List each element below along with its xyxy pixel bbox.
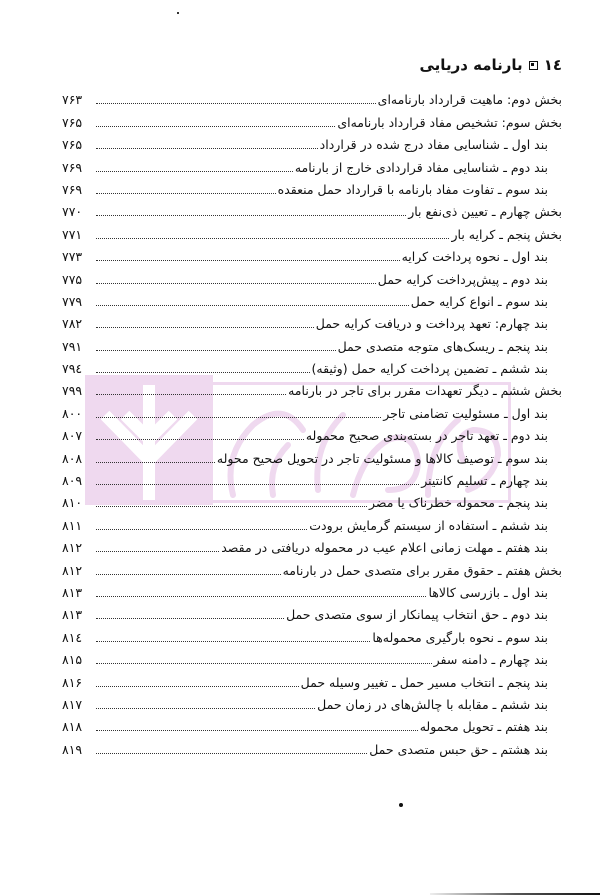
toc-entry-title: بند پنجم ـ محموله خطرناک یا مضر [369,495,548,511]
toc-entry-title: بخش هفتم ـ حقوق مقرر برای متصدی حمل در بارنامه [282,562,562,578]
dot-leader [96,438,304,440]
toc-subsection-row[interactable] [62,534,562,556]
dot-leader [96,147,318,149]
toc-entry-title: بند هفتم ـ مهلت زمانی اعلام عیب در محموله دریافتی در مقصد [221,540,548,556]
toc-subsection-row[interactable] [62,399,562,421]
toc-section-row[interactable] [62,377,562,399]
dot-leader [96,617,284,619]
toc-entry-title: بند سوم ـ توصیف کالاها و مسئولیت تاجر در تحویل صحیح محوله [216,450,548,466]
toc-section-row[interactable] [62,108,562,130]
toc-entry-page-number: ۷۸۲ [62,316,83,332]
toc-subsection-row[interactable] [62,467,562,489]
toc-entry-title: بند اول ـ شناسایی مفاد درج شده در قرارداد [319,137,548,153]
toc-entry-page-number: ۸۱۹ [62,741,83,757]
toc-entry-page-number: ۸۱۶ [62,674,83,690]
toc-subsection-row[interactable] [62,243,562,265]
dot-leader [96,505,367,507]
toc-entry-title: بند اول ـ نحوه پرداخت کرایه [401,249,548,265]
toc-section-row[interactable] [62,556,562,578]
dot-leader [96,304,409,306]
toc-entry-page-number: ۸۰۹ [62,473,83,489]
toc-subsection-row[interactable] [62,489,562,511]
toc-entry-page-number: ۷۶۵ [62,114,83,130]
dot-leader [96,259,400,261]
dot-leader [96,595,426,597]
toc-entry-title: بخش چهارم ـ تعیین ذی‌نفع بار [408,204,562,220]
toc-subsection-row[interactable] [62,601,562,623]
toc-subsection-row[interactable] [62,131,562,153]
toc-entry-title: بند دوم ـ تعهد تاجر در بسته‌بندی صحیح محموله [305,428,548,444]
toc-subsection-row[interactable] [62,355,562,377]
toc-entry-page-number: ۷۶۹ [62,181,83,197]
toc-subsection-row[interactable] [62,444,562,466]
toc-entry-title: بخش دوم: ماهیت قرارداد بارنامه‌ای [377,92,562,108]
toc-entry-title: بخش پنجم ـ کرایه بار [451,226,562,242]
header-book-title: بارنامه دریایی [419,56,523,74]
dot-leader [96,102,376,104]
toc-entry-title: بند سوم ـ نحوه بارگیری محموله‌ها [372,629,548,645]
toc-entry-page-number: ۸۱۲ [62,540,83,556]
toc-subsection-row[interactable] [62,713,562,735]
toc-subsection-row[interactable] [62,668,562,690]
dot-leader [96,640,370,642]
toc-entry-page-number: ۷۷۳ [62,249,83,265]
toc-subsection-row[interactable] [62,265,562,287]
toc-entry-page-number: ۷۷۰ [62,204,83,220]
toc-entry-page-number: ۸۱۲ [62,562,83,578]
dot-leader [96,282,376,284]
header-page-number: ۱٤ [543,56,562,74]
toc-entry-page-number: ۸۱۳ [62,607,83,623]
toc-entry-page-number: ۷۶۵ [62,137,83,153]
toc-subsection-row[interactable] [62,176,562,198]
toc-subsection-row[interactable] [62,310,562,332]
toc-entry-title: بند ششم ـ مقابله با چالش‌های در زمان حمل [317,696,548,712]
dot-leader [96,528,307,530]
toc-entry-title: بند ششم ـ استفاده از سیستم گرمایش برودت [309,517,548,533]
toc-entry-title: بند چهارم ـ تسلیم کانتینر [421,473,548,489]
toc-subsection-row[interactable] [62,735,562,757]
toc-entry-page-number: ۸۱۰ [62,495,83,511]
toc-subsection-row[interactable] [62,579,562,601]
toc-section-row[interactable] [62,86,562,108]
toc-entry-title: بند دوم ـ حق انتخاب پیمانکار از سوی متصدی حمل [286,607,548,623]
dot-leader [96,393,286,395]
toc-entry-title: بند اول ـ بازرسی کالاها [428,584,548,600]
dot-leader [96,662,432,664]
toc-entry-page-number: ۸۱٤ [62,629,83,645]
toc-subsection-row[interactable] [62,153,562,175]
toc-entry-title: بند چهارم ـ دامنه سفر [433,652,548,668]
toc-entry-page-number: ۷۷۱ [62,226,83,242]
toc-entry-title: بند هشتم ـ حق حبس متصدی حمل [369,741,548,757]
dot-leader [96,125,335,127]
toc-entry-page-number: ۸۰۸ [62,450,83,466]
table-of-contents [62,86,562,758]
toc-entry-title: بند پنجم ـ ریسک‌های متوجه متصدی حمل [337,338,548,354]
toc-entry-page-number: ۷۷۹ [62,293,83,309]
toc-subsection-row[interactable] [62,288,562,310]
dot-leader [96,326,314,328]
toc-section-row[interactable] [62,220,562,242]
dot-leader [96,214,406,216]
toc-entry-page-number: ۸۱۸ [62,719,83,735]
toc-entry-page-number: ۸۱۵ [62,652,83,668]
toc-entry-page-number: ۷۷۵ [62,271,83,287]
toc-entry-page-number: ۸۱۱ [62,517,83,533]
dot-leader [96,483,419,485]
toc-entry-title: بند چهارم: تعهد پرداخت و دریافت کرایه حمل [315,316,548,332]
toc-entry-title: بند ششم ـ تضمین پرداخت کرایه حمل (وثیقه) [311,361,548,377]
toc-entry-page-number: ۷۹۱ [62,338,83,354]
toc-entry-title: بند سوم ـ انواع کرایه حمل [410,293,548,309]
toc-entry-page-number: ۷۹۹ [62,383,83,399]
dot-leader [96,550,219,552]
toc-entry-title: بخش سوم: تشخیص مفاد قرارداد بارنامه‌ای [337,114,562,130]
toc-entry-title: بخش ششم ـ دیگر تعهدات مقرر برای تاجر در بارنامه [288,383,562,399]
toc-subsection-row[interactable] [62,691,562,713]
toc-subsection-row[interactable] [62,511,562,533]
dot-leader [96,170,293,172]
page-speck [177,12,179,14]
dot-leader [96,729,418,731]
toc-subsection-row[interactable] [62,332,562,354]
toc-entry-title: بند هفتم ـ تحویل محموله [419,719,548,735]
toc-subsection-row[interactable] [62,646,562,668]
page-dot [399,803,403,807]
toc-section-row[interactable] [62,198,562,220]
square-bullet-icon [529,61,538,70]
toc-entry-page-number: ۷۹٤ [62,361,83,377]
toc-entry-page-number: ۸۱۷ [62,696,83,712]
dot-leader [96,707,315,709]
toc-entry-page-number: ۸۰۷ [62,428,83,444]
dot-leader [96,371,310,373]
dot-leader [96,461,215,463]
toc-entry-page-number: ۸۱۳ [62,584,83,600]
toc-entry-title: بند دوم ـ شناسایی مفاد قراردادی خارج از بارنامه [294,159,548,175]
toc-entry-page-number: ۷۶۹ [62,159,83,175]
toc-entry-title: بند پنجم ـ انتخاب مسیر حمل ـ تغییر وسیله حمل [300,674,548,690]
dot-leader [96,685,299,687]
dot-leader [96,237,449,239]
toc-entry-title: بند سوم ـ تفاوت مفاد بارنامه با قرارداد حمل منعقده [277,181,548,197]
dot-leader [96,573,281,575]
dot-leader [96,349,336,351]
toc-entry-title: بند دوم ـ پیش‌پرداخت کرایه حمل [377,271,548,287]
dot-leader [96,192,276,194]
toc-subsection-row[interactable] [62,623,562,645]
toc-entry-page-number: ۷۶۳ [62,92,83,108]
toc-entry-title: بند اول ـ مسئولیت تضامنی تاجر [383,405,548,421]
toc-entry-page-number: ۸۰۰ [62,405,83,421]
dot-leader [96,416,381,418]
running-header [420,56,563,74]
dot-leader [96,752,367,754]
toc-subsection-row[interactable] [62,422,562,444]
